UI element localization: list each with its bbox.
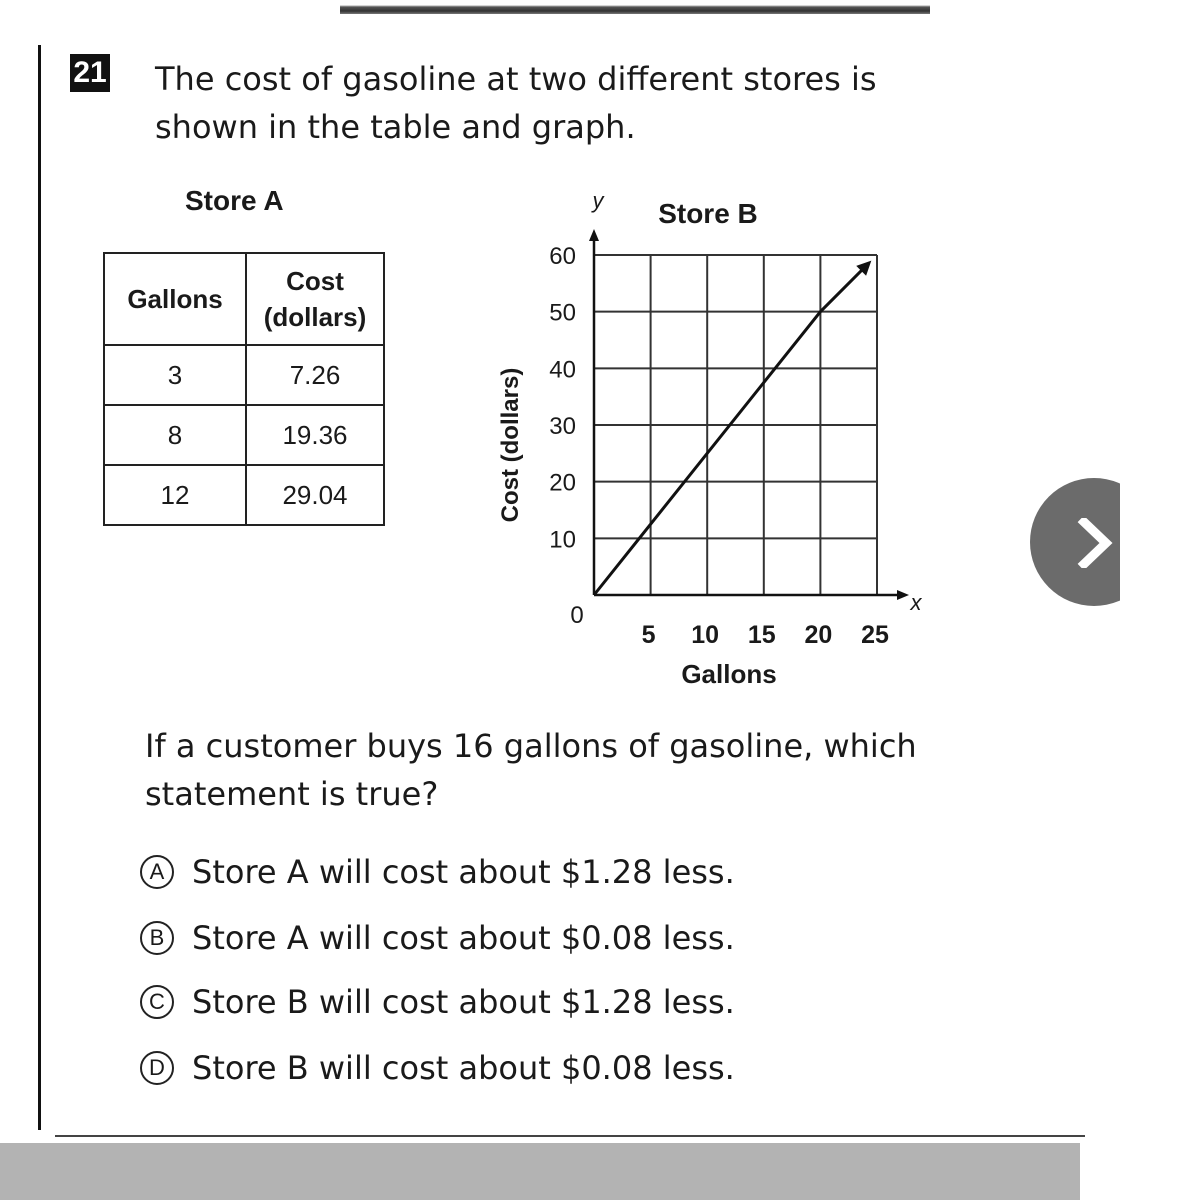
top-rule: [340, 0, 930, 14]
choice-letter: A: [140, 855, 174, 889]
chart-title: Store B: [658, 198, 758, 229]
answer-choice-b[interactable]: [140, 918, 735, 958]
choice-text: Store A will cost about $0.08 less.: [192, 919, 735, 957]
x-axis-arrow: [897, 590, 909, 600]
table-header-cost: Cost (dollars): [246, 253, 384, 345]
axes: [589, 229, 909, 600]
table-cell: 12: [104, 465, 246, 525]
choice-letter: D: [140, 1051, 174, 1085]
question-stem: The cost of gasoline at two different stores is shown in the table and graph.: [155, 60, 877, 146]
y-tick-label: 10: [549, 526, 576, 554]
series-line: [594, 268, 864, 595]
table-cell: 8: [104, 405, 246, 465]
choice-letter: B: [140, 921, 174, 955]
table-cell: 7.26: [246, 345, 384, 405]
y-tick-label: 30: [549, 413, 576, 440]
question-number: 21: [70, 54, 110, 92]
table-cell: 29.04: [246, 465, 384, 525]
x-axis-letter: x: [910, 590, 922, 615]
choice-text: Store B will cost about $1.28 less.: [192, 983, 735, 1021]
y-axis-letter: y: [592, 188, 604, 213]
answer-choice-c[interactable]: [140, 982, 735, 1022]
store-a-table: [103, 252, 385, 526]
table-header-row: [104, 253, 384, 345]
x-axis-label: Gallons: [681, 659, 777, 689]
choice-letter: C: [140, 985, 174, 1019]
y-tick-label: 40: [549, 356, 576, 384]
y-axis-label: Cost (dollars): [497, 367, 524, 523]
bottom-toolbar: [0, 1143, 1080, 1200]
answer-choice-a[interactable]: [140, 852, 735, 892]
store-b-graph: [470, 180, 940, 700]
x-tick-label: 5: [641, 621, 656, 649]
table-row: [104, 345, 384, 405]
y-tick-label: 50: [549, 299, 576, 327]
choice-text: Store B will cost about $0.08 less.: [192, 1049, 735, 1087]
question-prompt: If a customer buys 16 gallons of gasoline, which statement is true?: [145, 727, 917, 813]
x-tick-label: 10: [691, 621, 720, 649]
y-tick-label: 60: [549, 243, 576, 270]
choice-text: Store A will cost about $1.28 less.: [192, 853, 735, 891]
table-row: [104, 405, 384, 465]
x-tick-label: 15: [747, 621, 776, 649]
store-a-title: Store A: [185, 185, 284, 216]
table-cell: 3: [104, 345, 246, 405]
bottom-rule: [55, 1135, 1085, 1137]
y-axis-arrow: [589, 229, 599, 241]
x-tick-label: 20: [804, 621, 833, 649]
left-margin-rule: [38, 45, 41, 1130]
origin-label: 0: [570, 602, 584, 629]
x-tick-label: 25: [861, 621, 889, 649]
table-row: [104, 465, 384, 525]
table-cell: 19.36: [246, 405, 384, 465]
table-header-gallons: Gallons: [104, 253, 246, 345]
answer-choice-d[interactable]: [140, 1048, 735, 1088]
y-tick-label: 20: [549, 469, 576, 497]
